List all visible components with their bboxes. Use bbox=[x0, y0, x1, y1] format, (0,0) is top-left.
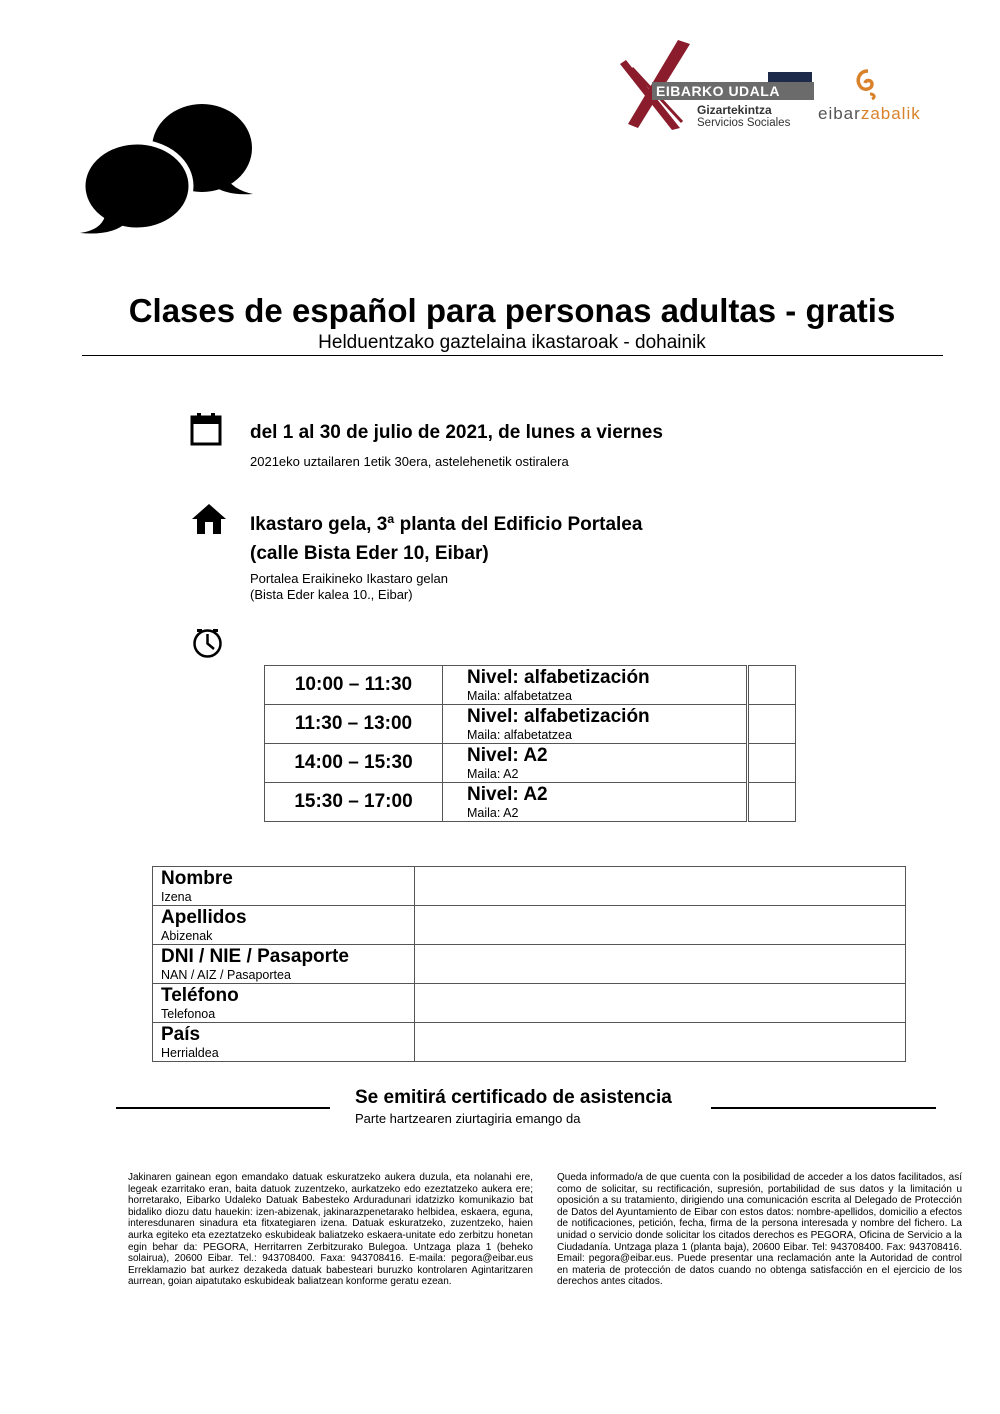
schedule-level: Nivel: A2 bbox=[467, 745, 548, 766]
schedule-checkbox[interactable] bbox=[749, 666, 796, 705]
page-subtitle: Helduentzako gaztelaina ikastaroak - dohainik bbox=[318, 332, 706, 353]
schedule-level-eu: Maila: alfabetatzea bbox=[467, 728, 572, 742]
schedule-row bbox=[265, 705, 747, 744]
schedule-time: 15:30 – 17:00 bbox=[265, 783, 443, 822]
nombre-field[interactable] bbox=[415, 867, 906, 906]
legal-text-eu: Jakinaren gainean egon emandako datuak eskuratzeko aukera duzula, eta nolanahi ere, legeak ezarritako eran, baita datuok zuzentzeko, aurkatzeko edo ezeztatzeko aukera ere; horretarako, Eibarko Udaleko Datuak Babesteko Arduradunari idatzizko komunikazio bat bidaliko diozu datu hauekin: izen-abizenak, jakinarazpenetarako helbidea, eskaera, eguna, interesdunaren sinadura eta fitxategiaren izena. Datuak eskuratzeko, zuzentzeko, haien aurka egiteko eta ezeztatzeko eskubideak baliatzeko eskaera-unitate edo zerbitzu honetan egin behar da: PEGORA, Herritarren Zerbitzurako Bulegoa. Untzaga plaza 1 (beheko solairua), 20600 Eibar. Tel.: 943708400. Faxa: 943708416. E-maila: pegora@eibar.eus Erreklamazio bat aurkez dezakeda datuak babesteari buruzko kontrolaren Agintaritzaren aurrean, goian aipatutako eskubideak baliatzean konforme geratu ezean. bbox=[128, 1172, 533, 1288]
certificate-main: Se emitirá certificado de asistencia bbox=[355, 1087, 672, 1108]
dni-field[interactable] bbox=[415, 945, 906, 984]
home-icon bbox=[191, 502, 227, 536]
form-label: Nombre bbox=[161, 868, 233, 889]
legal-text-es: Queda informado/a de que cuenta con la posibilidad de acceder a los datos facilitados, así como de solicitar, su rectificación, supresión, portabilidad de sus datos y la limitación u oposición a su tratamiento, dirigiendo una comunicación escrita al Delegado de Protección de Datos del Ayuntamiento de Eibar con estos datos: nombre-apellidos, domicilio a efectos de notificaciones, petición, fecha, firma de la persona interesada y nombre del fichero. La unidad o servicio donde solicitar los citados derechos es PEGORA, Oficina de Servicio a la Ciudadanía. Untzaga plaza 1 (planta baja), 20600 Eibar. Tel: 943708400. Fax: 943708416. Email: pegora@eibar.eus. Puede presentar una reclamación ante la Autoridad de control en materia de protección de datos cuando no obtenga satisfacción en el ejercicio de los derechos antes citados. bbox=[557, 1172, 962, 1288]
schedule-level: Nivel: alfabetización bbox=[467, 667, 650, 688]
telefono-field[interactable] bbox=[415, 984, 906, 1023]
schedule-level: Nivel: alfabetización bbox=[467, 706, 650, 727]
form-row bbox=[153, 984, 906, 1023]
form-row bbox=[153, 1023, 906, 1062]
form-label: DNI / NIE / Pasaporte bbox=[161, 946, 349, 967]
page-title: Clases de español para personas adultas - gratis bbox=[128, 292, 896, 329]
schedule-level-eu: Maila: A2 bbox=[467, 767, 519, 781]
date-sub: 2021eko uztailaren 1etik 30era, astelehenetik ostiralera bbox=[250, 454, 569, 469]
form-row bbox=[153, 906, 906, 945]
form-label-cell bbox=[153, 1023, 415, 1062]
certificate-sub: Parte hartzearen ziurtagiria emango da bbox=[355, 1111, 581, 1126]
form-label-eu: Herrialdea bbox=[161, 1046, 219, 1060]
calendar-icon bbox=[190, 412, 222, 446]
schedule-row bbox=[265, 783, 747, 822]
schedule-time: 10:00 – 11:30 bbox=[265, 666, 443, 705]
place-sub-2: (Bista Eder kalea 10., Eibar) bbox=[250, 587, 413, 602]
eibar-text: eibar bbox=[818, 104, 861, 123]
form-label-cell bbox=[153, 867, 415, 906]
form-label: Apellidos bbox=[161, 907, 247, 928]
apellidos-field[interactable] bbox=[415, 906, 906, 945]
certificate-right-line bbox=[711, 1107, 936, 1109]
schedule-row bbox=[265, 666, 747, 705]
form-label: País bbox=[161, 1024, 201, 1045]
form-label-cell bbox=[153, 906, 415, 945]
zabalik-text: zabalik bbox=[860, 104, 921, 123]
form-label-eu: Telefonoa bbox=[161, 1007, 216, 1021]
schedule-level-eu: Maila: A2 bbox=[467, 806, 519, 820]
place-sub-1: Portalea Eraikineko Ikastaro gelan bbox=[250, 571, 449, 586]
schedule-checkbox[interactable] bbox=[749, 744, 796, 783]
title-divider bbox=[82, 355, 943, 356]
zabalik-swirl-icon bbox=[854, 68, 882, 100]
form-label-eu: NAN / AIZ / Pasaportea bbox=[161, 968, 291, 982]
schedule-checkboxes bbox=[748, 665, 796, 822]
form-label-cell bbox=[153, 984, 415, 1023]
form-label-eu: Izena bbox=[161, 890, 192, 904]
form-row bbox=[153, 867, 906, 906]
registration-form bbox=[152, 866, 906, 1062]
form-label: Teléfono bbox=[161, 985, 239, 1006]
schedule-level-cell bbox=[443, 783, 747, 822]
schedule-level-eu: Maila: alfabetatzea bbox=[467, 689, 572, 703]
schedule-level-cell bbox=[443, 666, 747, 705]
eibar-zabalik-logo bbox=[818, 68, 938, 128]
form-row bbox=[153, 945, 906, 984]
udala-name: EIBARKO UDALA bbox=[656, 83, 780, 99]
udala-dept-es: Servicios Sociales bbox=[697, 117, 791, 129]
form-label-cell bbox=[153, 945, 415, 984]
schedule-time: 11:30 – 13:00 bbox=[265, 705, 443, 744]
clock-icon bbox=[192, 628, 223, 659]
schedule-checkbox[interactable] bbox=[749, 783, 796, 822]
place-main-2: (calle Bista Eder 10, Eibar) bbox=[250, 543, 489, 564]
eibarko-udala-logo bbox=[620, 38, 815, 133]
schedule-level-cell bbox=[443, 744, 747, 783]
speech-bubbles-icon bbox=[75, 98, 260, 238]
schedule-level: Nivel: A2 bbox=[467, 784, 548, 805]
schedule-level-cell bbox=[443, 705, 747, 744]
schedule-row bbox=[265, 744, 747, 783]
schedule-checkbox[interactable] bbox=[749, 705, 796, 744]
schedule-time: 14:00 – 15:30 bbox=[265, 744, 443, 783]
schedule-table bbox=[264, 665, 747, 822]
place-main-1: Ikastaro gela, 3ª planta del Edificio Portalea bbox=[250, 514, 643, 535]
certificate-left-line bbox=[116, 1107, 330, 1109]
pais-field[interactable] bbox=[415, 1023, 906, 1062]
udala-dept-eu: Gizartekintza bbox=[697, 103, 772, 117]
date-main: del 1 al 30 de julio de 2021, de lunes a viernes bbox=[250, 422, 663, 443]
form-label-eu: Abizenak bbox=[161, 929, 213, 943]
